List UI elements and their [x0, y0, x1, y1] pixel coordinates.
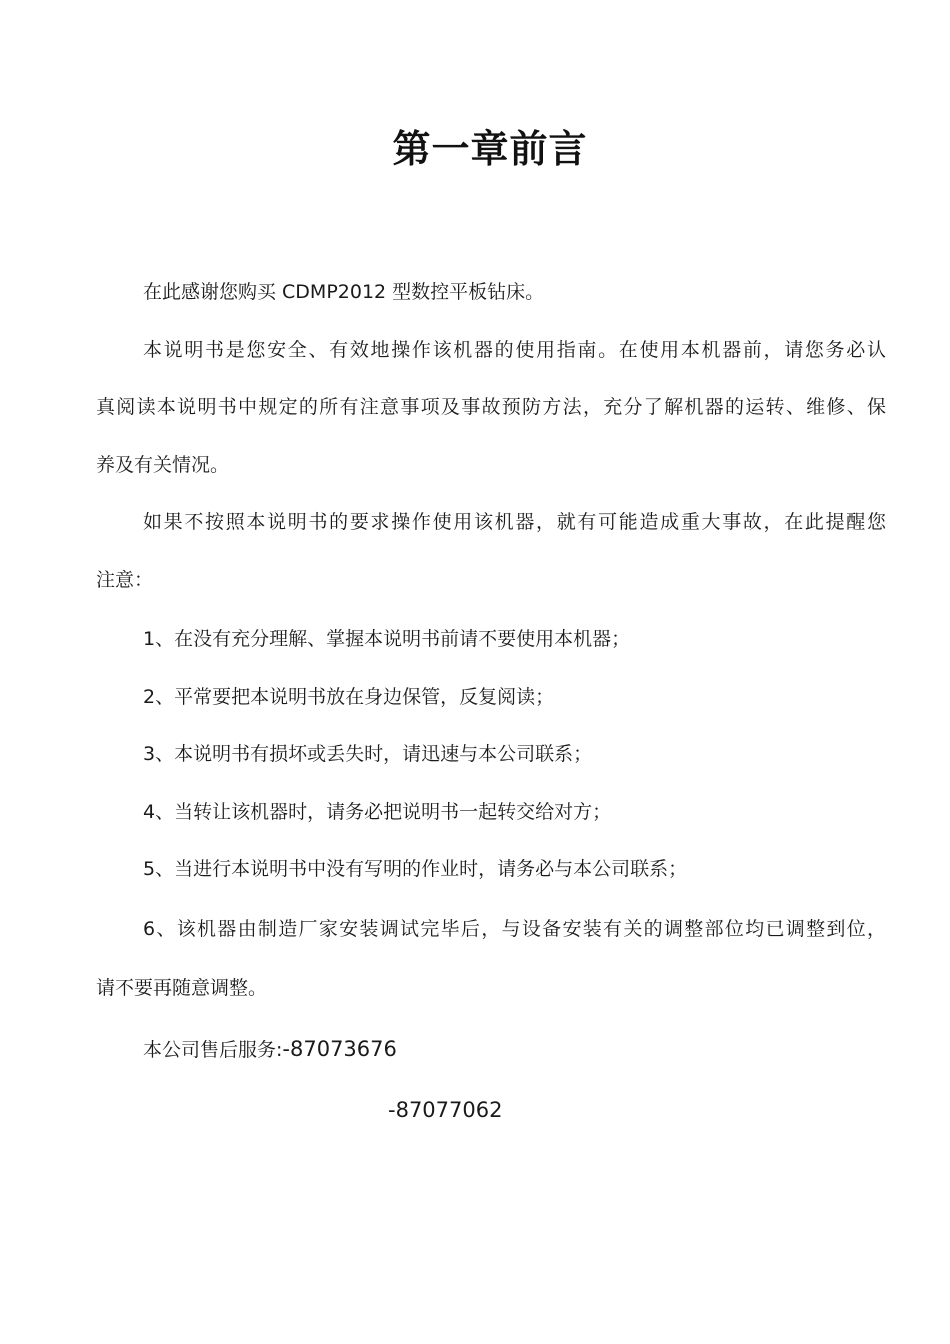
- paragraph-thanks: 在此感谢您购买 CDMP2012 型数控平板钻床。: [143, 281, 545, 303]
- paragraph-intro-line1: 本说明书是您安全、有效地操作该机器的使用指南。在使用本机器前，请您务必认: [143, 339, 886, 361]
- paragraph-warning-line1: 如果不按照本说明书的要求操作使用该机器，就有可能造成重大事故，在此提醒您: [143, 511, 886, 533]
- service-phone-2: -87077062: [388, 1098, 503, 1122]
- service-line: [143, 1039, 397, 1060]
- paragraph-intro-line3: 养及有关情况。: [96, 454, 230, 476]
- service-label: 本公司售后服务:: [143, 1039, 283, 1061]
- note-item-1: 1、在没有充分理解、掌握本说明书前请不要使用本机器；: [143, 628, 631, 650]
- note-item-2: 2、平常要把本说明书放在身边保管，反复阅读；: [143, 686, 555, 708]
- paragraph-intro-line2: 真阅读本说明书中规定的所有注意事项及事故预防方法，充分了解机器的运转、维修、保: [96, 396, 886, 418]
- paragraph-warning-line2: 注意：: [96, 569, 154, 591]
- note-item-6: 6、该机器由制造厂家安装调试完毕后，与设备安装有关的调整部位均已调整到位，: [143, 918, 886, 940]
- chapter-title: 第一章前言: [392, 127, 588, 171]
- note-item-5: 5、当进行本说明书中没有写明的作业时，请务必与本公司联系；: [143, 858, 688, 880]
- note-item-4: 4、当转让该机器时，请务必把说明书一起转交给对方；: [143, 801, 612, 823]
- note-item-6-continued: 请不要再随意调整。: [96, 977, 268, 999]
- note-item-3: 3、本说明书有损坏或丢失时，请迅速与本公司联系；: [143, 743, 593, 765]
- service-phone-1: -87073676: [282, 1037, 397, 1061]
